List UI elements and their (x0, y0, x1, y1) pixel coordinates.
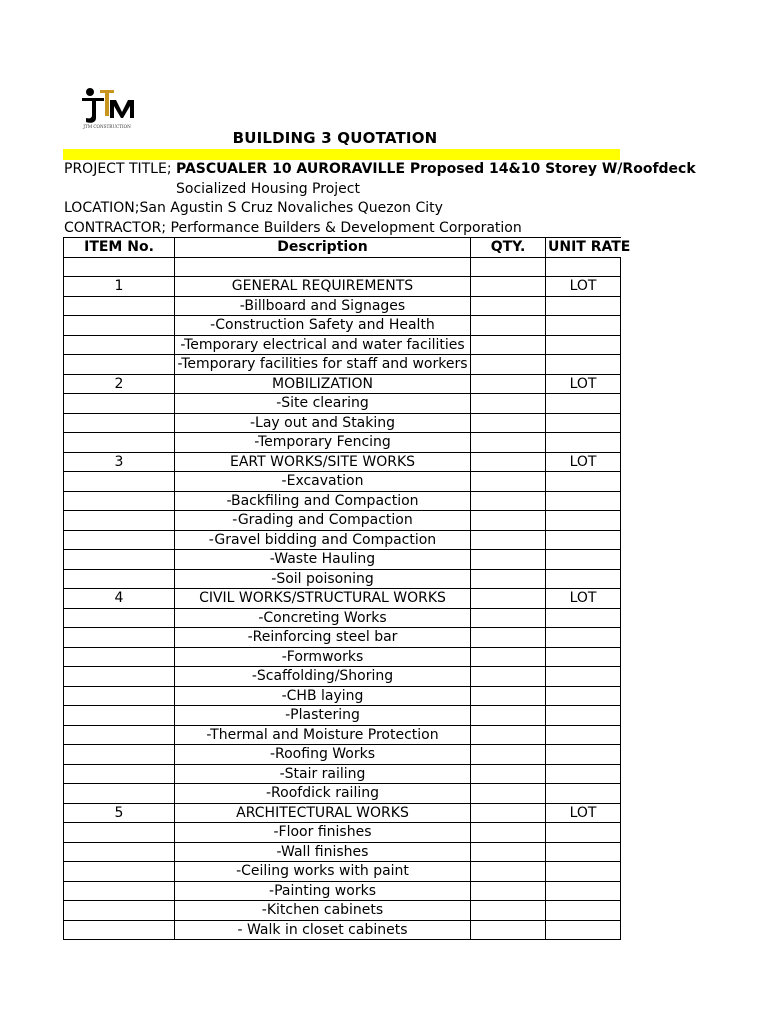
cell-item-no (64, 920, 175, 940)
table-row (64, 881, 621, 901)
table-row (64, 511, 621, 531)
cell-item-no: 2 (64, 374, 175, 394)
cell-item-no: 3 (64, 452, 175, 472)
table-row (64, 355, 621, 375)
cell-item-no (64, 530, 175, 550)
table-row (64, 296, 621, 316)
cell-unit-rate: LOT (546, 803, 621, 823)
cell-item-no (64, 862, 175, 882)
table-row (64, 901, 621, 921)
table-row (64, 491, 621, 511)
table-row (64, 530, 621, 550)
logo-caption: JTM CONSTRUCTION (83, 124, 131, 129)
cell-description: -Wall finishes (175, 842, 471, 862)
cell-description: -Painting works (175, 881, 471, 901)
cell-description: GENERAL REQUIREMENTS (175, 277, 471, 297)
cell-qty (471, 725, 546, 745)
cell-unit-rate (546, 901, 621, 921)
cell-description: EART WORKS/SITE WORKS (175, 452, 471, 472)
cell-item-no: 5 (64, 803, 175, 823)
cell-unit-rate: LOT (546, 374, 621, 394)
cell-qty (471, 647, 546, 667)
cell-item-no: 4 (64, 589, 175, 609)
cell-unit-rate (546, 530, 621, 550)
cell-item-no (64, 472, 175, 492)
cell-unit-rate: LOT (546, 589, 621, 609)
table-row (64, 277, 621, 297)
cell-item-no (64, 335, 175, 355)
cell-qty (471, 277, 546, 297)
cell-unit-rate (546, 491, 621, 511)
cell-item-no (64, 550, 175, 570)
cell-unit-rate (546, 823, 621, 843)
cell-unit-rate (546, 667, 621, 687)
cell-item-no (64, 257, 175, 277)
cell-item-no (64, 628, 175, 648)
table-row (64, 608, 621, 628)
cell-item-no (64, 764, 175, 784)
cell-description: -Backfiling and Compaction (175, 491, 471, 511)
table-body (64, 257, 621, 940)
cell-qty (471, 296, 546, 316)
project-name: PASCUALER 10 AURORAVILLE Proposed 14&10 Storey W/Roofdeck (176, 161, 696, 177)
cell-unit-rate (546, 647, 621, 667)
cell-qty (471, 433, 546, 453)
company-logo (74, 82, 140, 130)
cell-unit-rate (546, 608, 621, 628)
cell-item-no (64, 725, 175, 745)
cell-qty (471, 803, 546, 823)
table-header-row (64, 238, 621, 258)
cell-unit-rate (546, 784, 621, 804)
cell-unit-rate (546, 433, 621, 453)
cell-unit-rate (546, 920, 621, 940)
cell-description (175, 257, 471, 277)
cell-unit-rate (546, 296, 621, 316)
table-row (64, 550, 621, 570)
cell-unit-rate (546, 725, 621, 745)
cell-description: -Reinforcing steel bar (175, 628, 471, 648)
cell-qty (471, 881, 546, 901)
cell-item-no (64, 413, 175, 433)
cell-description: -Kitchen cabinets (175, 901, 471, 921)
cell-description: -Thermal and Moisture Protection (175, 725, 471, 745)
cell-qty (471, 569, 546, 589)
cell-description: -Lay out and Staking (175, 413, 471, 433)
cell-item-no (64, 511, 175, 531)
cell-description: - Walk in closet cabinets (175, 920, 471, 940)
cell-item-no (64, 296, 175, 316)
table-row (64, 335, 621, 355)
cell-item-no (64, 784, 175, 804)
table-row (64, 920, 621, 940)
cell-qty (471, 764, 546, 784)
cell-unit-rate: LOT (546, 277, 621, 297)
table-row (64, 452, 621, 472)
cell-description: -Site clearing (175, 394, 471, 414)
table-row (64, 784, 621, 804)
cell-qty (471, 530, 546, 550)
table-row (64, 569, 621, 589)
cell-item-no (64, 647, 175, 667)
cell-unit-rate (546, 686, 621, 706)
cell-qty (471, 901, 546, 921)
cell-description: ARCHITECTURAL WORKS (175, 803, 471, 823)
header-description: Description (175, 238, 471, 258)
table-row (64, 862, 621, 882)
project-subtitle: Socialized Housing Project (176, 181, 360, 197)
cell-qty (471, 745, 546, 765)
cell-description: -Gravel bidding and Compaction (175, 530, 471, 550)
cell-unit-rate (546, 355, 621, 375)
table-row (64, 433, 621, 453)
cell-description: -Roofing Works (175, 745, 471, 765)
table-row (64, 706, 621, 726)
cell-qty (471, 491, 546, 511)
contractor-line: CONTRACTOR; Performance Builders & Development Corporation (64, 220, 522, 236)
cell-qty (471, 374, 546, 394)
cell-item-no (64, 881, 175, 901)
cell-item-no (64, 316, 175, 336)
table-row (64, 803, 621, 823)
cell-unit-rate (546, 745, 621, 765)
cell-description: -Temporary facilities for staff and workers (175, 355, 471, 375)
cell-qty (471, 511, 546, 531)
cell-description: -CHB laying (175, 686, 471, 706)
cell-qty (471, 589, 546, 609)
document-title: BUILDING 3 QUOTATION (232, 129, 438, 147)
cell-item-no (64, 686, 175, 706)
table-row (64, 472, 621, 492)
cell-description: -Plastering (175, 706, 471, 726)
table-row (64, 413, 621, 433)
project-title-line (64, 161, 696, 177)
cell-unit-rate (546, 842, 621, 862)
cell-unit-rate (546, 706, 621, 726)
cell-qty (471, 550, 546, 570)
table-row (64, 394, 621, 414)
cell-qty (471, 413, 546, 433)
cell-unit-rate (546, 413, 621, 433)
cell-item-no (64, 745, 175, 765)
cell-unit-rate (546, 511, 621, 531)
cell-item-no (64, 667, 175, 687)
cell-qty (471, 862, 546, 882)
cell-qty (471, 686, 546, 706)
cell-item-no (64, 823, 175, 843)
cell-unit-rate (546, 472, 621, 492)
cell-unit-rate (546, 764, 621, 784)
table-row (64, 316, 621, 336)
cell-item-no (64, 608, 175, 628)
cell-description: -Waste Hauling (175, 550, 471, 570)
cell-item-no (64, 491, 175, 511)
cell-item-no (64, 433, 175, 453)
cell-qty (471, 335, 546, 355)
cell-unit-rate (546, 550, 621, 570)
project-label: PROJECT TITLE; (64, 161, 172, 177)
cell-item-no (64, 706, 175, 726)
cell-item-no: 1 (64, 277, 175, 297)
cell-qty (471, 667, 546, 687)
cell-description: -Ceiling works with paint (175, 862, 471, 882)
cell-description: -Billboard and Signages (175, 296, 471, 316)
cell-qty (471, 452, 546, 472)
table-row (64, 725, 621, 745)
cell-description: -Stair railing (175, 764, 471, 784)
cell-unit-rate (546, 257, 621, 277)
cell-item-no (64, 901, 175, 921)
header-item-no: ITEM No. (64, 238, 175, 258)
cell-unit-rate: LOT (546, 452, 621, 472)
table-row (64, 628, 621, 648)
location-line: LOCATION;San Agustin S Cruz Novaliches Quezon City (64, 200, 443, 216)
table-row (64, 647, 621, 667)
table-row (64, 374, 621, 394)
cell-description: -Scaffolding/Shoring (175, 667, 471, 687)
cell-description: -Excavation (175, 472, 471, 492)
cell-description: MOBILIZATION (175, 374, 471, 394)
cell-qty (471, 784, 546, 804)
cell-description: -Concreting Works (175, 608, 471, 628)
cell-qty (471, 394, 546, 414)
table-row (64, 764, 621, 784)
cell-qty (471, 608, 546, 628)
table-row (64, 589, 621, 609)
cell-unit-rate (546, 628, 621, 648)
cell-description: CIVIL WORKS/STRUCTURAL WORKS (175, 589, 471, 609)
cell-description: -Temporary Fencing (175, 433, 471, 453)
table-row (64, 745, 621, 765)
cell-qty (471, 920, 546, 940)
cell-description: -Grading and Compaction (175, 511, 471, 531)
cell-qty (471, 355, 546, 375)
cell-qty (471, 316, 546, 336)
cell-description: -Roofdick railing (175, 784, 471, 804)
cell-description: -Soil poisoning (175, 569, 471, 589)
cell-item-no (64, 569, 175, 589)
cell-qty (471, 472, 546, 492)
table-row (64, 667, 621, 687)
cell-item-no (64, 842, 175, 862)
table-row (64, 686, 621, 706)
cell-qty (471, 842, 546, 862)
cell-item-no (64, 394, 175, 414)
cell-qty (471, 257, 546, 277)
quotation-table (63, 237, 631, 940)
cell-qty (471, 706, 546, 726)
cell-unit-rate (546, 569, 621, 589)
cell-unit-rate (546, 881, 621, 901)
cell-qty (471, 628, 546, 648)
cell-unit-rate (546, 335, 621, 355)
cell-description: -Construction Safety and Health (175, 316, 471, 336)
table-row (64, 842, 621, 862)
cell-unit-rate (546, 316, 621, 336)
header-qty: QTY. (471, 238, 546, 258)
cell-unit-rate (546, 394, 621, 414)
cell-description: -Floor finishes (175, 823, 471, 843)
highlight-bar (63, 149, 620, 160)
cell-description: -Formworks (175, 647, 471, 667)
table-row (64, 257, 621, 277)
cell-item-no (64, 355, 175, 375)
cell-description: -Temporary electrical and water facilities (175, 335, 471, 355)
header-unit-rate: UNIT RATE (546, 238, 621, 258)
cell-unit-rate (546, 862, 621, 882)
cell-qty (471, 823, 546, 843)
table-row (64, 823, 621, 843)
